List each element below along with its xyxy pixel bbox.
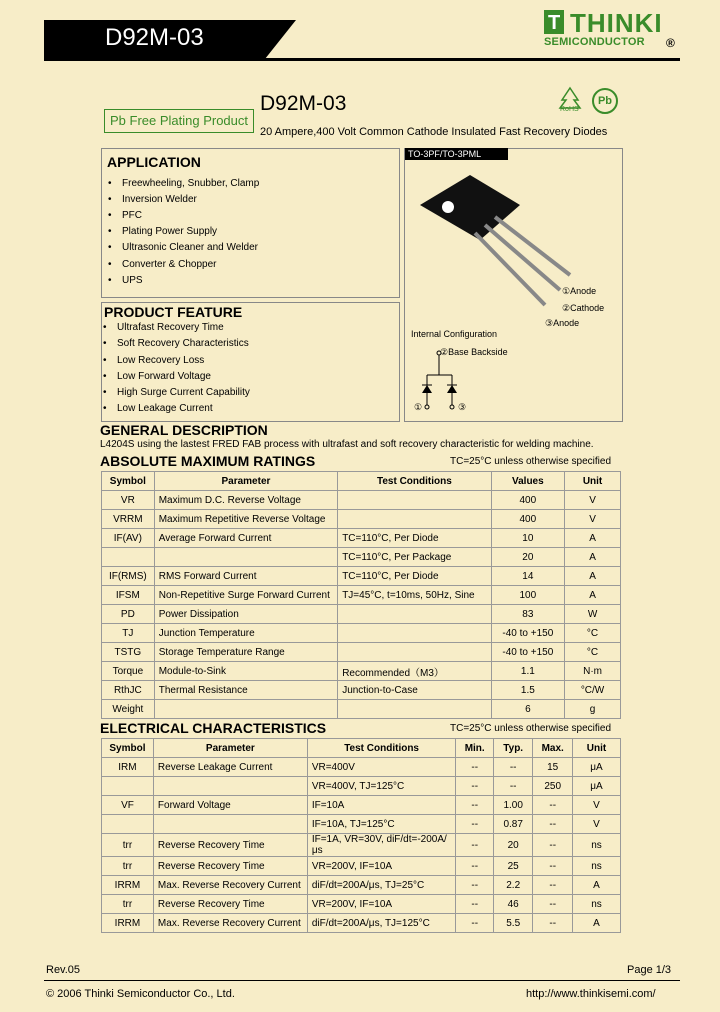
table-cell: A (565, 567, 621, 586)
column-header: Test Conditions (307, 739, 456, 758)
table-cell: 6 (491, 700, 564, 719)
table-cell: TJ=45°C, t=10ms, 50Hz, Sine (338, 586, 491, 605)
application-box (101, 148, 400, 298)
table-cell: Reverse Recovery Time (153, 834, 307, 857)
table-cell: Max. Reverse Recovery Current (153, 914, 307, 933)
table-cell: -40 to +150 (491, 624, 564, 643)
feature-heading: PRODUCT FEATURE (104, 304, 243, 320)
table-cell: -- (533, 815, 573, 834)
table-cell (338, 510, 491, 529)
table-cell: 20 (494, 834, 533, 857)
table-cell: 83 (491, 605, 564, 624)
table-cell: VR=400V (307, 758, 456, 777)
table-cell: Average Forward Current (154, 529, 337, 548)
table-cell: VRRM (102, 510, 155, 529)
table-cell: VF (102, 796, 154, 815)
table-cell: μA (573, 777, 621, 796)
table-cell: -- (456, 857, 494, 876)
amr-table (101, 471, 621, 719)
table-cell: IF=10A (307, 796, 456, 815)
table-cell: -- (456, 777, 494, 796)
table-cell: -- (494, 777, 533, 796)
table-cell: RMS Forward Current (154, 567, 337, 586)
table-cell: VR (102, 491, 155, 510)
table-cell: -- (456, 895, 494, 914)
table-cell: A (565, 586, 621, 605)
table-cell: Reverse Recovery Time (153, 895, 307, 914)
table-cell: Torque (102, 662, 155, 681)
pin1-schematic-label: ① (414, 402, 423, 412)
table-cell: TC=110°C, Per Package (338, 548, 491, 567)
table-cell: VR=200V, IF=10A (307, 857, 456, 876)
table-row (102, 758, 621, 777)
table-cell: A (565, 529, 621, 548)
table-row (102, 605, 621, 624)
pin2-label: ②Cathode (562, 303, 605, 313)
table-cell: 25 (494, 857, 533, 876)
table-cell (338, 624, 491, 643)
package-label: TO-3PF/TO-3PML (405, 148, 508, 160)
table-cell: IF(AV) (102, 529, 155, 548)
table-cell: 1.1 (491, 662, 564, 681)
ec-heading: ELECTRICAL CHARACTERISTICS (100, 720, 327, 736)
list-item: • Inversion Welder (122, 194, 197, 205)
registered-mark: ® (666, 36, 675, 50)
table-cell: A (573, 876, 621, 895)
table-cell: IF=1A, VR=30V, diF/dt=-200A/μs (307, 834, 456, 857)
table-cell: 0.87 (494, 815, 533, 834)
table-row (102, 643, 621, 662)
table-cell: trr (102, 895, 154, 914)
table-cell: N·m (565, 662, 621, 681)
table-cell: 10 (491, 529, 564, 548)
copyright: © 2006 Thinki Semiconductor Co., Ltd. (46, 988, 235, 1000)
table-cell: IF(RMS) (102, 567, 155, 586)
table-cell: 20 (491, 548, 564, 567)
table-cell: ns (573, 895, 621, 914)
package-drawing-icon (410, 165, 610, 325)
table-cell: IF=10A, TJ=125°C (307, 815, 456, 834)
table-cell: -- (456, 876, 494, 895)
table-row (102, 815, 621, 834)
table-cell: TSTG (102, 643, 155, 662)
table-cell: diF/dt=200A/μs, TJ=125°C (307, 914, 456, 933)
table-cell: 2.2 (494, 876, 533, 895)
table-cell: trr (102, 834, 154, 857)
application-heading: APPLICATION (107, 154, 201, 170)
table-cell: IRM (102, 758, 154, 777)
table-cell: Thermal Resistance (154, 681, 337, 700)
table-cell: RthJC (102, 681, 155, 700)
pin1-label: ①Anode (562, 286, 597, 296)
table-cell: 400 (491, 491, 564, 510)
table-cell: μA (573, 758, 621, 777)
revision: Rev.05 (46, 964, 81, 976)
table-cell (338, 491, 491, 510)
table-cell: Reverse Leakage Current (153, 758, 307, 777)
table-row (102, 548, 621, 567)
table-cell: 1.5 (491, 681, 564, 700)
table-cell: A (565, 548, 621, 567)
pb-free-icon: Pb (592, 88, 618, 114)
table-row (102, 529, 621, 548)
table-cell: Max. Reverse Recovery Current (153, 876, 307, 895)
base-label: ②Base Backside (440, 347, 508, 357)
table-row (102, 700, 621, 719)
page-number: Page 1/3 (627, 964, 672, 976)
column-header: Min. (456, 739, 494, 758)
table-cell: °C (565, 624, 621, 643)
rohs-label: RoHS (560, 106, 579, 113)
brand-subtitle: SEMICONDUCTOR (544, 36, 645, 48)
column-header: Symbol (102, 739, 154, 758)
table-cell: ns (573, 857, 621, 876)
table-cell: 15 (533, 758, 573, 777)
table-cell: TC=110°C, Per Diode (338, 567, 491, 586)
banner-part-number: D92M-03 (105, 24, 204, 51)
table-row (102, 681, 621, 700)
page-title: D92M-03 (260, 92, 347, 115)
table-cell (102, 777, 154, 796)
brand-name: THINKI (570, 8, 663, 38)
table-cell: Maximum Repetitive Reverse Voltage (154, 510, 337, 529)
ec-table (101, 738, 621, 933)
list-item: • Low Forward Voltage (117, 371, 211, 382)
table-cell: PD (102, 605, 155, 624)
table-cell: 400 (491, 510, 564, 529)
table-row (102, 796, 621, 815)
table-row (102, 834, 621, 857)
table-cell: 100 (491, 586, 564, 605)
table-cell: Junction Temperature (154, 624, 337, 643)
table-row (102, 586, 621, 605)
table-cell: 5.5 (494, 914, 533, 933)
table-cell (338, 700, 491, 719)
table-row (102, 895, 621, 914)
list-item: • UPS (122, 275, 143, 286)
table-cell: V (565, 491, 621, 510)
table-cell: Reverse Recovery Time (153, 857, 307, 876)
pin3-label: ③Anode (545, 318, 580, 328)
pin3-schematic-label: ③ (458, 402, 467, 412)
column-header: Unit (573, 739, 621, 758)
table-cell: V (565, 510, 621, 529)
table-cell: -- (456, 758, 494, 777)
column-header: Unit (565, 472, 621, 491)
table-cell (102, 815, 154, 834)
amr-heading: ABSOLUTE MAXIMUM RATINGS (100, 453, 316, 469)
table-cell: IFSM (102, 586, 155, 605)
footer-rule (44, 980, 680, 981)
table-cell: Maximum D.C. Reverse Voltage (154, 491, 337, 510)
table-cell: -- (494, 758, 533, 777)
table-cell: Forward Voltage (153, 796, 307, 815)
table-cell: A (573, 914, 621, 933)
table-row (102, 857, 621, 876)
table-cell (102, 548, 155, 567)
page-subtitle: 20 Ampere,400 Volt Common Cathode Insulated Fast Recovery Diodes (260, 126, 608, 138)
column-header: Typ. (494, 739, 533, 758)
table-cell: TC=110°C, Per Diode (338, 529, 491, 548)
list-item: • Low Recovery Loss (117, 355, 204, 366)
table-row (102, 914, 621, 933)
table-cell: trr (102, 857, 154, 876)
table-cell: Module-to-Sink (154, 662, 337, 681)
table-cell: diF/dt=200A/μs, TJ=25°C (307, 876, 456, 895)
table-row (102, 624, 621, 643)
table-cell: Storage Temperature Range (154, 643, 337, 662)
table-cell: TJ (102, 624, 155, 643)
table-row (102, 777, 621, 796)
table-cell: Non-Repetitive Surge Forward Current (154, 586, 337, 605)
table-cell: -- (533, 876, 573, 895)
logo-glyph: T (548, 12, 561, 34)
column-header: Parameter (154, 472, 337, 491)
table-cell: -- (533, 796, 573, 815)
table-cell: -- (533, 895, 573, 914)
table-cell: VR=200V, IF=10A (307, 895, 456, 914)
table-cell (338, 605, 491, 624)
table-cell: W (565, 605, 621, 624)
table-cell: 46 (494, 895, 533, 914)
table-cell: IRRM (102, 914, 154, 933)
column-header: Values (491, 472, 564, 491)
table-cell: g (565, 700, 621, 719)
table-cell: VR=400V, TJ=125°C (307, 777, 456, 796)
list-item: • Ultrasonic Cleaner and Welder (122, 242, 258, 253)
list-item: • PFC (122, 210, 142, 221)
table-cell: Recommended（M3） (338, 662, 491, 681)
table-row (102, 510, 621, 529)
table-cell: 250 (533, 777, 573, 796)
table-cell (338, 643, 491, 662)
column-header: Parameter (153, 739, 307, 758)
table-row (102, 662, 621, 681)
table-cell: °C/W (565, 681, 621, 700)
table-cell: -- (533, 834, 573, 857)
column-header: Test Conditions (338, 472, 491, 491)
table-cell (154, 700, 337, 719)
general-heading: GENERAL DESCRIPTION (100, 422, 268, 438)
amr-note: TC=25°C unless otherwise specified (450, 456, 612, 467)
table-cell: -40 to +150 (491, 643, 564, 662)
pb-free-badge: Pb Free Plating Product (104, 109, 254, 133)
table-cell: -- (456, 914, 494, 933)
table-cell: -- (456, 796, 494, 815)
table-cell: 14 (491, 567, 564, 586)
list-item: • High Surge Current Capability (117, 387, 250, 398)
table-cell (153, 815, 307, 834)
list-item: • Ultrafast Recovery Time (117, 322, 224, 333)
table-row (102, 491, 621, 510)
table-cell: V (573, 796, 621, 815)
list-item: • Low Leakage Current (117, 403, 213, 414)
table-cell: V (573, 815, 621, 834)
table-row (102, 567, 621, 586)
column-header: Max. (533, 739, 573, 758)
table-cell: -- (456, 815, 494, 834)
table-cell: Junction-to-Case (338, 681, 491, 700)
list-item: • Soft Recovery Characteristics (117, 338, 249, 349)
internal-config-label: Internal Configuration (411, 329, 498, 339)
table-cell: IRRM (102, 876, 154, 895)
table-cell (153, 777, 307, 796)
list-item: • Plating Power Supply (122, 226, 217, 237)
table-cell (154, 548, 337, 567)
table-cell: -- (533, 914, 573, 933)
website-link[interactable]: http://www.thinkisemi.com/ (526, 988, 656, 1000)
table-cell: ns (573, 834, 621, 857)
general-text: L4204S using the lastest FRED FAB process with ultrafast and soft recovery characteristic for welding machine. (100, 439, 594, 450)
table-cell: -- (533, 857, 573, 876)
list-item: • Converter & Chopper (122, 259, 217, 270)
table-cell: Weight (102, 700, 155, 719)
table-row (102, 876, 621, 895)
table-cell: 1.00 (494, 796, 533, 815)
list-item: • Freewheeling, Snubber, Clamp (122, 178, 259, 189)
header-rule (44, 58, 680, 61)
table-cell: -- (456, 834, 494, 857)
ec-note: TC=25°C unless otherwise specified (450, 723, 612, 734)
table-cell: °C (565, 643, 621, 662)
column-header: Symbol (102, 472, 155, 491)
table-cell: Power Dissipation (154, 605, 337, 624)
